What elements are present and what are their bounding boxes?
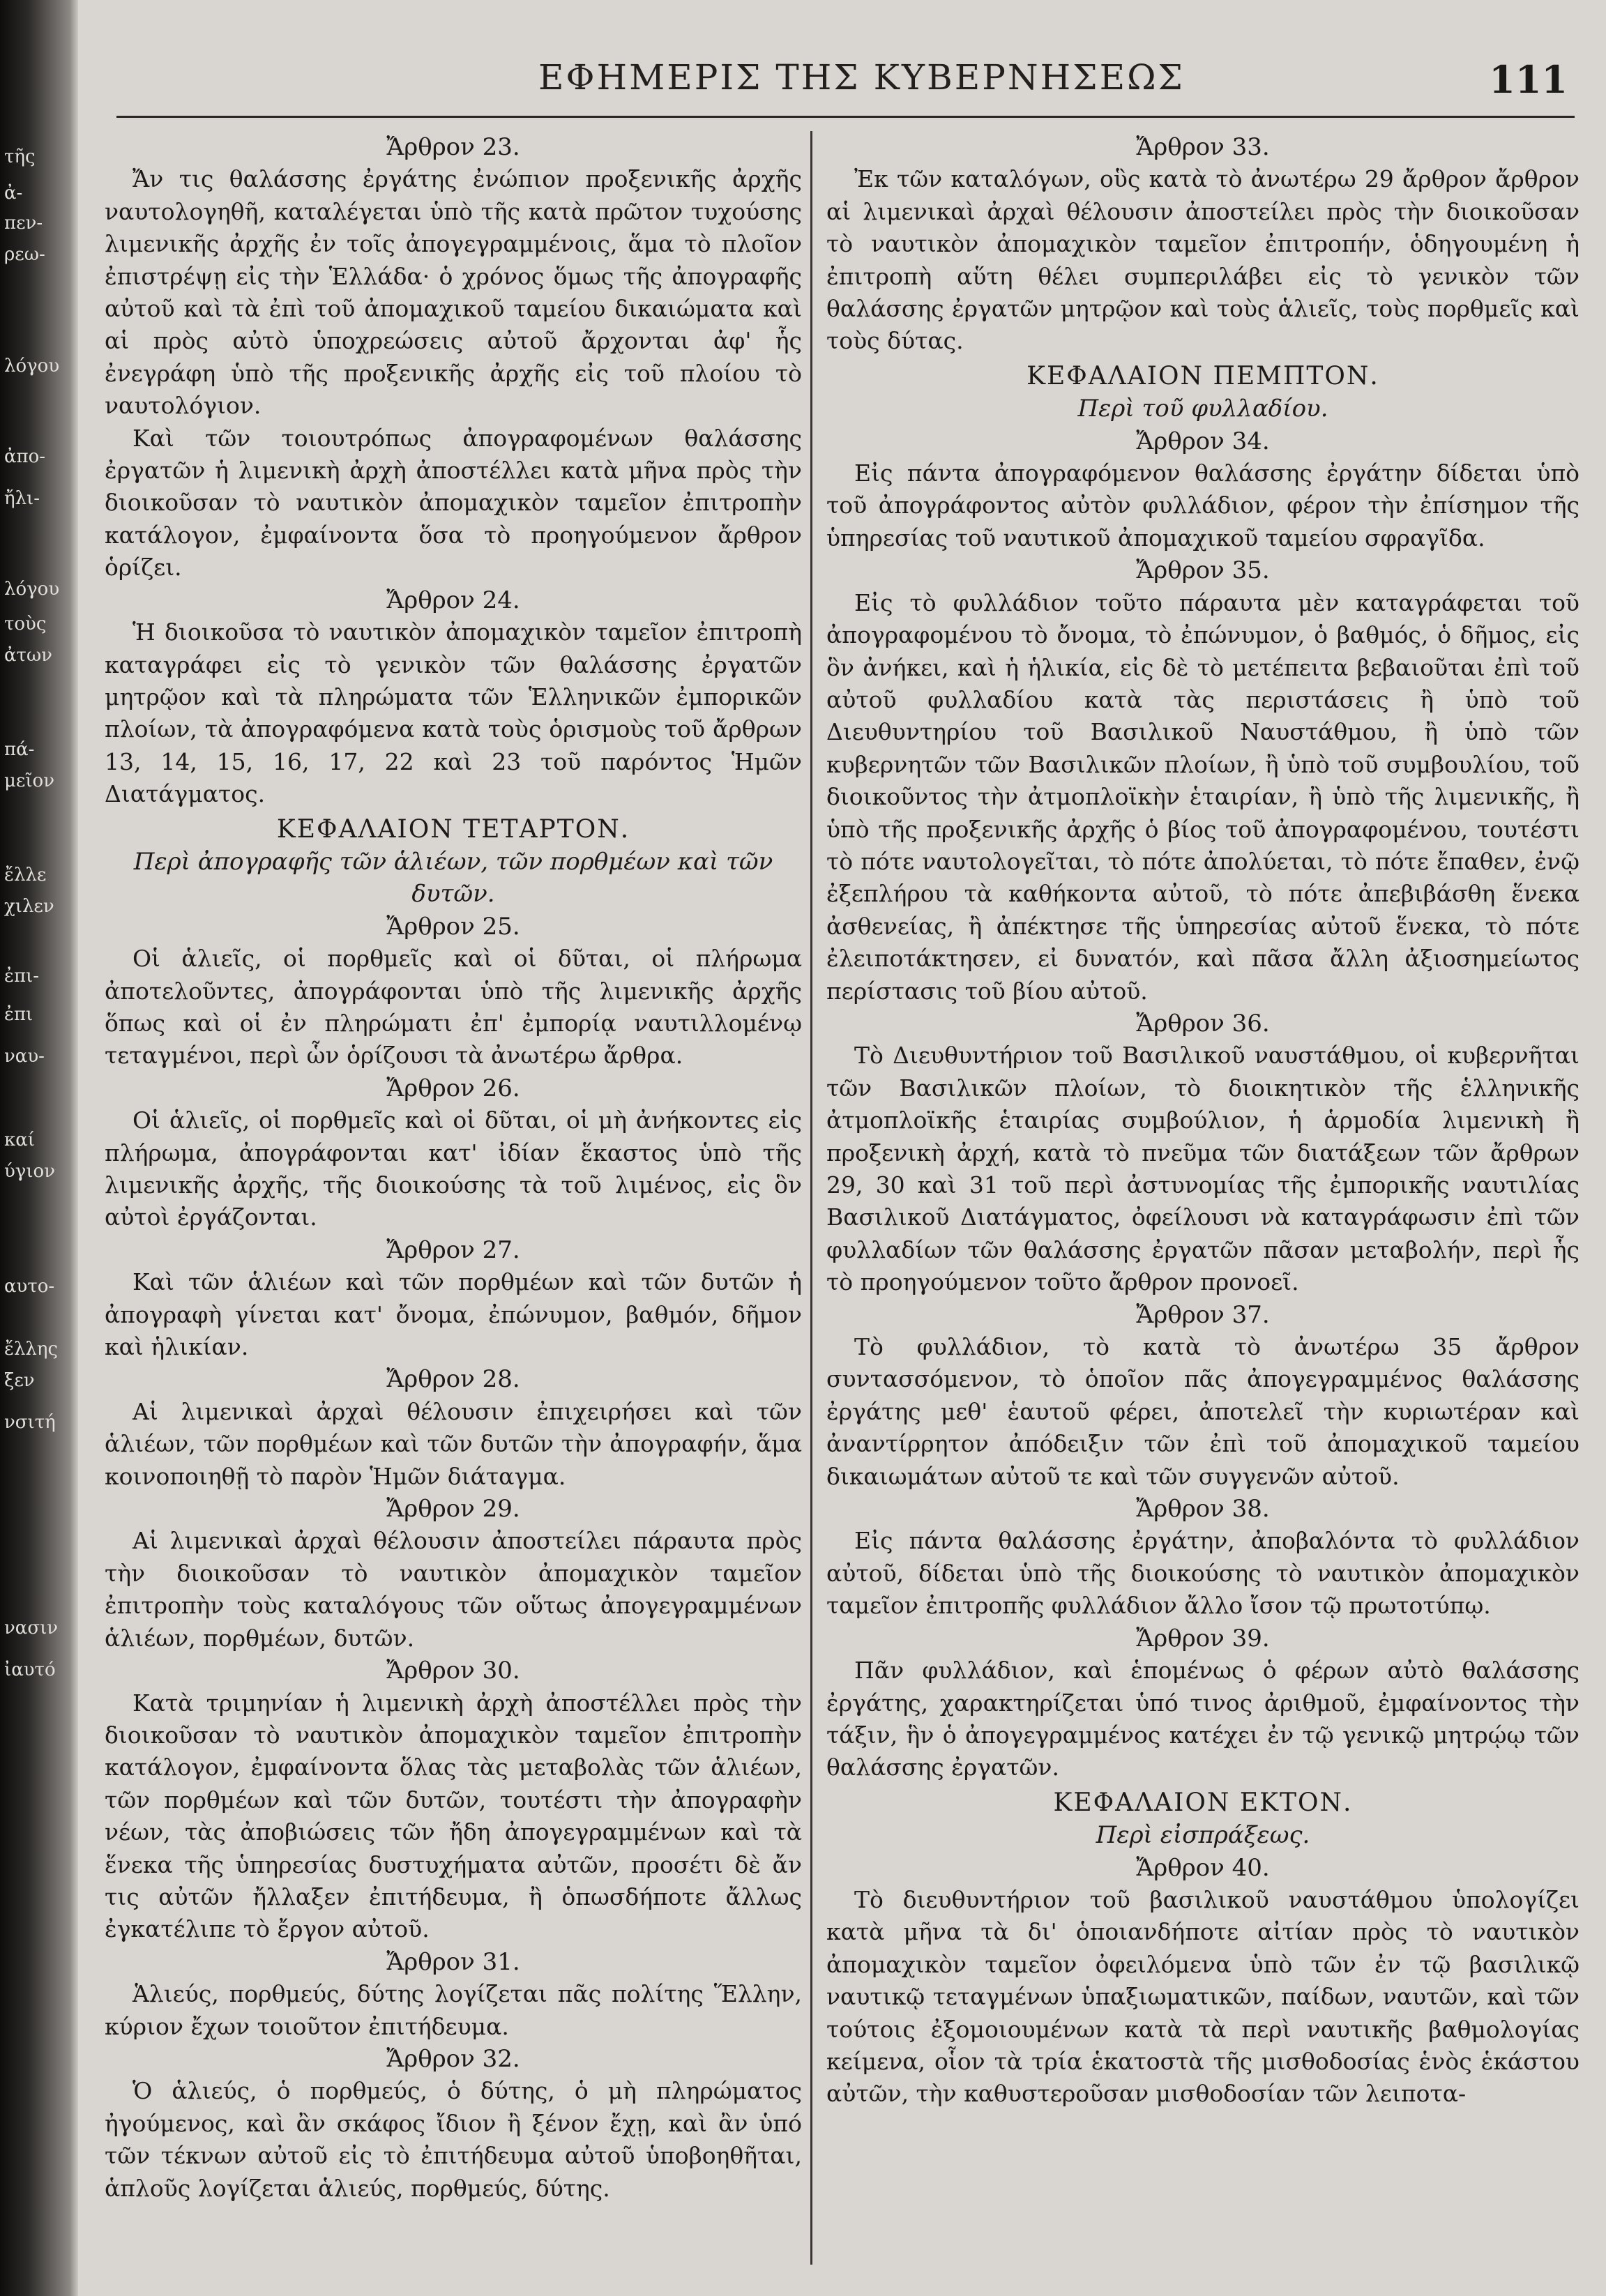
margin-fragment: λόγου bbox=[4, 356, 60, 377]
margin-fragment: ἰαυτό bbox=[4, 1659, 56, 1680]
margin-fragment: ρεω- bbox=[4, 244, 45, 265]
margin-fragment: αυτο- bbox=[4, 1276, 55, 1297]
article-paragraph: Κατὰ τριμηνίαν ἡ λιμενικὴ ἀρχὴ ἀποστέλλει πρὸς τὴν διοικοῦσαν τὸ ναυτικὸν ἀπομαχικὸν ταμεῖον ἐπιτροπὴν κατάλογον, ἐμφαίνοντα ὅλας τὰς μεταβολὰς τῶν ἁλιέων, τῶν πορθμέων καὶ τῶν δυτῶν, τουτέστι τὴν ἀπογραφὴν νέων, τὰς ἀποβιώσεις τῶν ἤδη ἀπογεγραμμένων καὶ τὰ ἕνεκα τῆς ὑπηρεσίας δυστυχήματα αὐτῶν, προσέτι δὲ ἄν τις αὐτῶν ἤλλαξεν ἐπιτήδευμα, ἢ ὁπωσδήποτε ἄλλως ἐγκατέλιπε τὸ ἔργον αὐτοῦ. bbox=[105, 1689, 802, 1943]
article-heading: Ἄρθρον 24. bbox=[386, 586, 520, 614]
previous-page-edge bbox=[0, 0, 78, 2296]
page-header bbox=[78, 42, 1606, 112]
article-heading: Ἄρθρον 26. bbox=[386, 1074, 520, 1102]
article-paragraph: Εἰς τὸ φυλλάδιον τοῦτο πάραυτα μὲν καταγράφεται τοῦ ἀπογραφομένου τὸ ὄνομα, τὸ ἐπώνυμον, ὁ βαθμός, ὁ δῆμος, εἰς ὃν ἀνήκει, καὶ ἡ ἡλικία, εἰς δὲ τὸ μετέπειτα βεβαιοῦται ἐπὶ τοῦ αὐτοῦ φυλλαδίου κατὰ τὰς περιστάσεις ἢ ὑπὸ τοῦ Διευθυντηρίου τοῦ Βασιλικοῦ Ναυστάθμου, ἢ ὑπὸ τῶν κυβερνητῶν τῶν Βασιλικῶν πλοίων, ἢ ὑπὸ τοῦ συμβουλίου, τοῦ διοικοῦντος τὴν ἀτμοπλοϊκὴν ἑταιρίαν, ἢ ὑπὸ τῆς λιμενικῆς, ἢ ὑπὸ τῆς προξενικῆς ἀρχῆς ὁ βίος τοῦ ἀπογραφομένου, τουτέστι τὸ πότε ναυτολογεῖται, τὸ πότε ἀπολύεται, τὸ πότε ἔπαθεν, ἐνῷ ἐξεπλήρου τὰ καθήκοντα αὐτοῦ, τὸ πότε ἀπεβιβάσθη ἕνεκα ἀσθενείας, ἢ ἀπέκτησε τῆς ὑπηρεσίας αὐτοῦ ἕνεκα, τὸ πότε ἐλειποτάκτησεν, εἰ δυνατόν, καὶ πᾶσα ἄλλη ἀξιοσημείωτος περίστασις τοῦ βίου αὐτοῦ. bbox=[826, 588, 1580, 1005]
page-number: 111 bbox=[1489, 57, 1568, 102]
header-rule bbox=[116, 116, 1575, 118]
margin-fragment: ἀπο- bbox=[4, 446, 46, 467]
margin-fragment: ἔλλε bbox=[4, 865, 47, 885]
article-heading: Ἄρθρον 38. bbox=[1136, 1495, 1270, 1523]
margin-fragment: ἀτων bbox=[4, 645, 52, 666]
right-column bbox=[826, 131, 1580, 2111]
left-column bbox=[105, 131, 802, 2205]
article-paragraph: Τὸ διευθυντήριον τοῦ βασιλικοῦ ναυστάθμου ὑπολογίζει κατὰ μῆνα τὰ δι' ὁποιανδήποτε αἰτίαν πρὸς τὸ ναυτικὸν ἀπομαχικὸν ταμεῖον ὀφειλόμενα ὑπὸ τῶν ἐν τῷ βασιλικῷ ναυτικῷ τεταγμένων ὑπαξιωματικῶν, παίδων, ναυτῶν, καὶ τῶν τούτοις ἐξομοιουμένων κατὰ τὰ περὶ ναυτικῆς βαθμολογίας κείμενα, οἷον τὰ τρία ἑκατοστὰ τῆς μισθοδοσίας ἑνὸς ἑκάστου αὐτῶν, τὴν καθυστεροῦσαν μισθοδοσίαν τῶν λειποτα- bbox=[826, 1885, 1580, 2108]
article-heading: Ἄρθρον 39. bbox=[1136, 1624, 1270, 1652]
article-paragraph: Αἱ λιμενικαὶ ἀρχαὶ θέλουσιν ἀποστείλει πάραυτα πρὸς τὴν διοικοῦσαν τὸ ναυτικὸν ἀπομαχικὸν ταμεῖον ἐπιτροπὴν τοὺς καταλόγους τῶν οὕτως ἀπογεγραμμένων ἁλιέων, πορθμέων, δυτῶν. bbox=[105, 1527, 802, 1652]
margin-fragment: ἔλλης bbox=[4, 1339, 59, 1360]
article-paragraph: Τὸ Διευθυντήριον τοῦ Βασιλικοῦ ναυστάθμου, οἱ κυβερνῆται τῶν Βασιλικῶν πλοίων, τὸ διοικητικὸν τῆς ἑλληνικῆς ἀτμοπλοϊκῆς ἑταιρίας συμβούλιον, ἡ ἁρμοδία λιμενικὴ ἢ προξενικὴ ἀρχή, κατὰ τὸ πνεῦμα τῶν διατάξεων τῶν ἄρθρων 29, 30 καὶ 31 τοῦ περὶ ἀστυνομίας τῆς ἐμπορικῆς ναυτιλίας Βασιλικοῦ Διατάγματος, ὀφείλουσι νὰ καταγράφωσιν ἐπὶ τῶν φυλλαδίων τῶν θαλάσσης ἐργατῶν πᾶσαν μεταβολήν, περὶ ἧς τὸ προηγούμενον τοῦτο ἄρθρον προνοεῖ. bbox=[826, 1042, 1580, 1296]
margin-fragment: πεν- bbox=[4, 213, 43, 234]
margin-fragment: μεῖον bbox=[4, 770, 55, 791]
article-heading: Ἄρθρον 32. bbox=[386, 2044, 520, 2073]
margin-fragment: νασιν bbox=[4, 1618, 59, 1639]
article-heading: Ἄρθρον 30. bbox=[386, 1657, 520, 1685]
article-paragraph: Αἱ λιμενικαὶ ἀρχαὶ θέλουσιν ἐπιχειρήσει καὶ τῶν ἁλιέων, τῶν πορθμέων καὶ τῶν δυτῶν τὴν ἀπογραφήν, ἅμα κοινοποιηθῇ τὸ παρὸν Ἡμῶν διάταγμα. bbox=[105, 1397, 802, 1490]
article-paragraph: Ἐκ τῶν καταλόγων, οὓς κατὰ τὸ ἀνωτέρω 29 ἄρθρον ἄρθρον αἱ λιμενικαὶ ἀρχαὶ θέλουσιν ἀποστείλει πρὸς τὴν διοικοῦσαν τὸ ναυτικὸν ἀπομαχικὸν ταμεῖον ἐπιτροπήν, ὁδηγουμένη ἡ ἐπιτροπὴ αὕτη θέλει συμπεριλάβει εἰς τὸ γενικὸν τῶν θαλάσσης ἐργατῶν μητρῷον καὶ τοὺς ἁλιεῖς, τοὺς πορθμεῖς καὶ τοὺς δύτας. bbox=[826, 165, 1580, 355]
article-heading: Ἄρθρον 29. bbox=[386, 1495, 520, 1523]
chapter-subtitle: Περὶ ἀπογραφῆς τῶν ἁλιέων, τῶν πορθμέων καὶ τῶν δυτῶν. bbox=[133, 847, 773, 908]
margin-fragment: ἐπι- bbox=[4, 966, 40, 987]
chapter-subtitle: Περὶ εἰσπράξεως. bbox=[1096, 1821, 1310, 1850]
article-paragraph: Οἱ ἁλιεῖς, οἱ πορθμεῖς καὶ οἱ δῦται, οἱ μὴ ἀνήκοντες εἰς πλήρωμα, ἀπογράφονται κατ' ἰδίαν ἕκαστος ὑπὸ τῆς λιμενικῆς ἀρχῆς, τῆς διοικούσης τὰ τοῦ λιμένος, εἰς ὃν αὐτοὶ ἐργάζονται. bbox=[105, 1107, 802, 1231]
article-heading: Ἄρθρον 33. bbox=[1136, 133, 1270, 161]
margin-fragment: ἤλι- bbox=[4, 488, 40, 509]
margin-fragment: πά- bbox=[4, 739, 35, 760]
column-divider bbox=[810, 131, 812, 2265]
article-paragraph: Πᾶν φυλλάδιον, καὶ ἑπομένως ὁ φέρων αὐτὸ θαλάσσης ἐργάτης, χαρακτηρίζεται ὑπό τινος ἀριθμοῦ, ἐμφαίνοντος τὴν τάξιν, ἣν ὁ ἀπογεγραμμένος κατέχει ἐν τῷ γενικῷ μητρῴῳ τῶν θαλάσσης ἐργατῶν. bbox=[826, 1657, 1580, 1781]
running-title: ΕΦΗΜΕΡΙΣ ΤΗΣ ΚΥΒΕΡΝΗΣΕΩΣ bbox=[538, 57, 1185, 98]
margin-fragment: χιλεν bbox=[4, 896, 54, 917]
chapter-subtitle: Περὶ τοῦ φυλλαδίου. bbox=[1077, 395, 1328, 423]
article-heading: Ἄρθρον 36. bbox=[1136, 1009, 1270, 1037]
margin-fragment: νσιτή bbox=[4, 1412, 56, 1433]
article-paragraph: Ἄν τις θαλάσσης ἐργάτης ἐνώπιον προξενικῆς ἀρχῆς ναυτολογηθῆ, καταλέγεται ὑπὸ τῆς κατὰ πρῶτον τυχούσης λιμενικῆς ἀρχῆς ἐν τοῖς ἀπογεγραμμένοις, ἅμα τὸ πλοῖον ἐπιστρέψῃ εἰς τὴν Ἑλλάδα· ὁ χρόνος ὅμως τῆς ἀπογραφῆς αὐτοῦ καὶ τὰ ἐπὶ τοῦ ἀπομαχικοῦ ταμείου δικαιώματα καὶ αἱ πρὸς αὐτὸ ὑποχρεώσεις αὐτοῦ ἄρχονται ἀφ' ἧς ἐνεγράφη ὑπὸ τῆς προξενικῆς ἀρχῆς εἰς τοῦ πλοίου τὸ ναυτολόγιον. bbox=[105, 165, 802, 420]
article-heading: Ἄρθρον 28. bbox=[386, 1365, 520, 1394]
article-paragraph: Οἱ ἁλιεῖς, οἱ πορθμεῖς καὶ οἱ δῦται, οἱ πλήρωμα ἀποτελοῦντες, ἀπογράφονται ὑπὸ τῆς λιμενικῆς ἀρχῆς ὅπως καὶ οἱ ἐν πληρώματι ἐπ' ἐμπορίᾳ ναυτιλλομένῳ τεταγμένοι, περὶ ὧν ὁρίζουσι τὰ ἀνωτέρω ἄρθρα. bbox=[105, 945, 802, 1070]
article-paragraph: Εἰς πάντα ἀπογραφόμενον θαλάσσης ἐργάτην δίδεται ὑπὸ τοῦ ἀπογράφοντος αὐτὸν φυλλάδιον, φέρον τὴν ἐπίσημον τῆς ὑπηρεσίας τοῦ ναυτικοῦ ἀπομαχικοῦ ταμείου σφραγῖδα. bbox=[826, 459, 1580, 552]
article-paragraph: Καὶ τῶν τοιουτρόπως ἀπογραφομένων θαλάσσης ἐργατῶν ἡ λιμενικὴ ἀρχὴ ἀποστέλλει κατὰ μῆνα πρὸς τὴν διοικοῦσαν τὸ ναυτικὸν ἀπομαχικὸν ταμεῖον ἐπιτροπὴν κατάλογον, ἐμφαίνοντα ὅσα τὸ προηγούμενον ἄρθρον ὁρίζει. bbox=[105, 424, 802, 581]
article-paragraph: Τὸ φυλλάδιον, τὸ κατὰ τὸ ἀνωτέρω 35 ἄρθρον συντασσόμενον, τὸ ὁποῖον πᾶς ἀπογεγραμμένος θαλάσσης ἐργάτης μεθ' ἑαυτοῦ φέρει, ἀποτελεῖ τὴν κυριωτέραν καὶ ἀναντίρρητον ἀπόδειξιν τῶν ἐπὶ τοῦ ἀπομαχικοῦ ταμείου δικαιωμάτων αὐτοῦ τε καὶ τῶν συγγενῶν αὐτοῦ. bbox=[826, 1333, 1580, 1490]
margin-fragment: τοὺς bbox=[4, 614, 47, 634]
article-heading: Ἄρθρον 23. bbox=[386, 133, 520, 161]
article-paragraph: Εἰς πάντα θαλάσσης ἐργάτην, ἀποβαλόντα τὸ φυλλάδιον αὐτοῦ, δίδεται ὑπὸ τῆς διοικούσης τὸ ναυτικὸν ἀπομαχικὸν ταμεῖον ἐπιτροπῆς φυλλάδιον ἄλλο ἴσον τῷ πρωτοτύπῳ. bbox=[826, 1527, 1580, 1620]
margin-fragment: λόγου bbox=[4, 579, 60, 600]
article-heading: Ἄρθρον 31. bbox=[386, 1947, 520, 1976]
article-heading: Ἄρθρον 35. bbox=[1136, 556, 1270, 585]
margin-fragment: ναυ- bbox=[4, 1046, 45, 1067]
article-paragraph: Καὶ τῶν ἁλιέων καὶ τῶν πορθμέων καὶ τῶν δυτῶν ἡ ἀπογραφὴ γίνεται κατ' ὄνομα, ἐπώνυμον, βαθμόν, δῆμον καὶ ἡλικίαν. bbox=[105, 1268, 802, 1361]
margin-fragment: καί bbox=[4, 1130, 36, 1150]
margin-fragment: ἐπι bbox=[4, 1004, 33, 1025]
article-paragraph: Ὁ ἁλιεύς, ὁ πορθμεύς, ὁ δύτης, ὁ μὴ πληρώματος ἠγούμενος, καὶ ἂν σκάφος ἴδιον ἢ ξένον ἔχῃ, καὶ ἂν ὑπό τῶν τέκνων αὐτοῦ εἰς τὸ ἐπιτήδευμα αὐτοῦ ὑποβοηθῆται, ἁπλοῦς λογίζεται ἁλιεύς, πορθμεύς, δύτης. bbox=[105, 2077, 802, 2202]
article-heading: Ἄρθρον 37. bbox=[1136, 1300, 1270, 1329]
chapter-title: ΚΕΦΑΛΑΙΟΝ ΕΚΤΟΝ. bbox=[1053, 1788, 1353, 1817]
article-heading: Ἄρθρον 27. bbox=[386, 1236, 520, 1264]
margin-fragment: τῆς bbox=[4, 146, 36, 167]
chapter-title: ΚΕΦΑΛΑΙΟΝ ΠΕΜΠΤΟΝ. bbox=[1027, 361, 1379, 390]
article-paragraph: Ἡ διοικοῦσα τὸ ναυτικὸν ἀπομαχικὸν ταμεῖον ἐπιτροπὴ καταγράφει εἰς τὸ γενικὸν τῶν θαλάσσης ἐργατῶν μητρῷον καὶ τὰ πληρώματα τῶν Ἑλληνικῶν ἐμπορικῶν πλοίων, τὰ ἀπογραφόμενα κατὰ τοὺς ὁρισμοὺς τοῦ ἄρθρων 13, 14, 15, 16, 17, 22 καὶ 23 τοῦ παρόντος Ἡμῶν Διατάγματος. bbox=[105, 618, 802, 808]
article-paragraph: Ἁλιεύς, πορθμεύς, δύτης λογίζεται πᾶς πολίτης Ἕλλην, κύριον ἔχων τοιοῦτον ἐπιτήδευμα. bbox=[105, 1980, 802, 2040]
article-heading: Ἄρθρον 34. bbox=[1136, 427, 1270, 455]
margin-fragment: ἀ- bbox=[4, 183, 23, 204]
article-heading: Ἄρθρον 40. bbox=[1136, 1853, 1270, 1882]
margin-fragment: ύγιον bbox=[4, 1161, 55, 1182]
chapter-title: ΚΕΦΑΛΑΙΟΝ ΤΕΤΑΡΤΟΝ. bbox=[276, 814, 630, 844]
article-heading: Ἄρθρον 25. bbox=[386, 912, 520, 941]
margin-fragment: ξεν bbox=[4, 1370, 35, 1391]
